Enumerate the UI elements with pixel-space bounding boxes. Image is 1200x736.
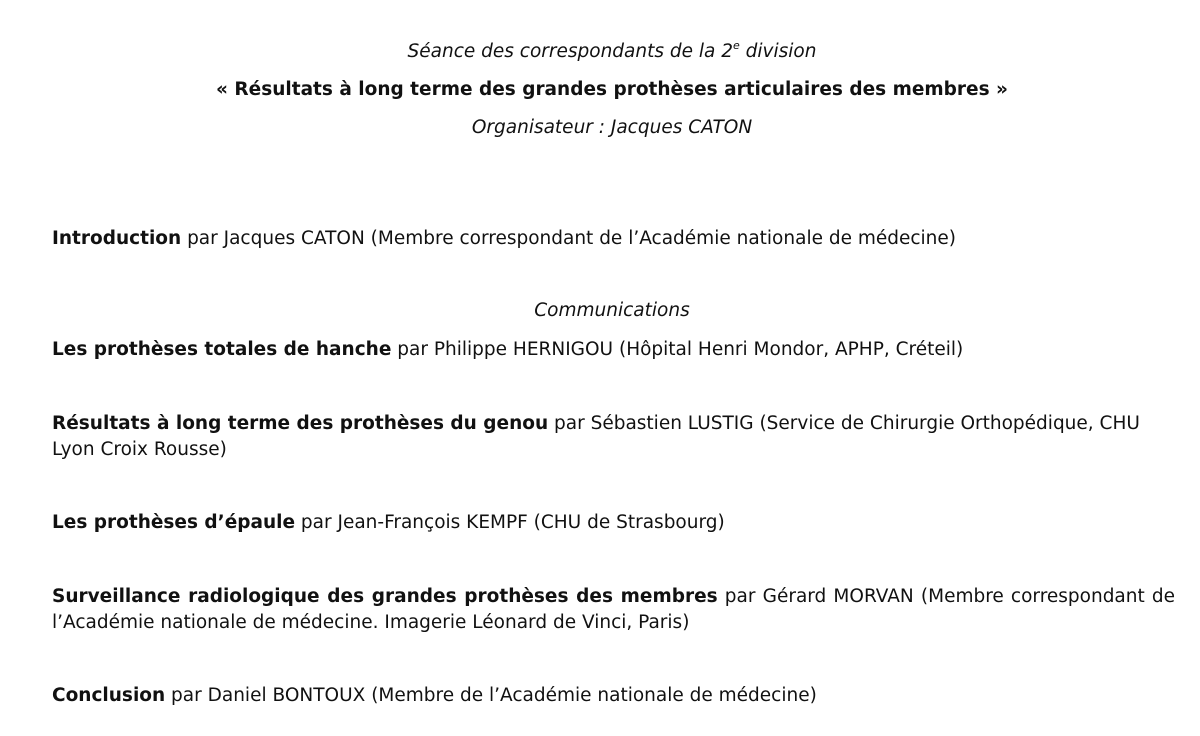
communication-text: par Gérard MORVAN (Membre correspondant de l’Académie nationale de médecine. Imagerie Léonard de Vinci, Paris) bbox=[52, 586, 1176, 633]
communication-item bbox=[52, 411, 1175, 463]
introduction-text: par Jacques CATON (Membre correspondant de l’Académie nationale de médecine) bbox=[181, 228, 957, 249]
communication-text: par Sébastien LUSTIG (Service de Chirurgie Orthopédique, CHU Lyon Croix Rousse) bbox=[52, 413, 1140, 460]
communication-item bbox=[52, 337, 1175, 363]
communication-text: par Philippe HERNIGOU (Hôpital Henri Mondor, APHP, Créteil) bbox=[391, 339, 964, 360]
communication-text: par Jean-François KEMPF (CHU de Strasbourg) bbox=[295, 512, 725, 533]
session-title bbox=[0, 40, 1200, 64]
session-title-superscript: e bbox=[733, 38, 740, 52]
organizer-line: Organisateur : Jacques CATON bbox=[471, 117, 753, 138]
communication-title: Les prothèses d’épaule bbox=[52, 512, 296, 533]
communication-title: Résultats à long terme des prothèses du genou bbox=[52, 413, 549, 434]
conclusion-text: par Daniel BONTOUX (Membre de l’Académie nationale de médecine) bbox=[165, 685, 817, 706]
introduction-label: Introduction bbox=[52, 228, 182, 249]
communication-item bbox=[52, 510, 1175, 536]
communication-title: Surveillance radiologique des grandes prothèses des membres bbox=[52, 586, 718, 607]
conclusion-entry bbox=[52, 683, 1175, 709]
introduction-entry bbox=[52, 226, 1175, 252]
communications-heading: Communications bbox=[534, 300, 690, 321]
communication-item bbox=[52, 584, 1175, 636]
communication-title: Les prothèses totales de hanche bbox=[52, 339, 392, 360]
session-subtitle: « Résultats à long terme des grandes prothèses articulaires des membres » bbox=[216, 79, 1008, 100]
session-title-prefix: Séance des correspondants de la 2 bbox=[407, 41, 733, 62]
session-title-suffix: division bbox=[739, 41, 817, 62]
conclusion-label: Conclusion bbox=[52, 685, 166, 706]
